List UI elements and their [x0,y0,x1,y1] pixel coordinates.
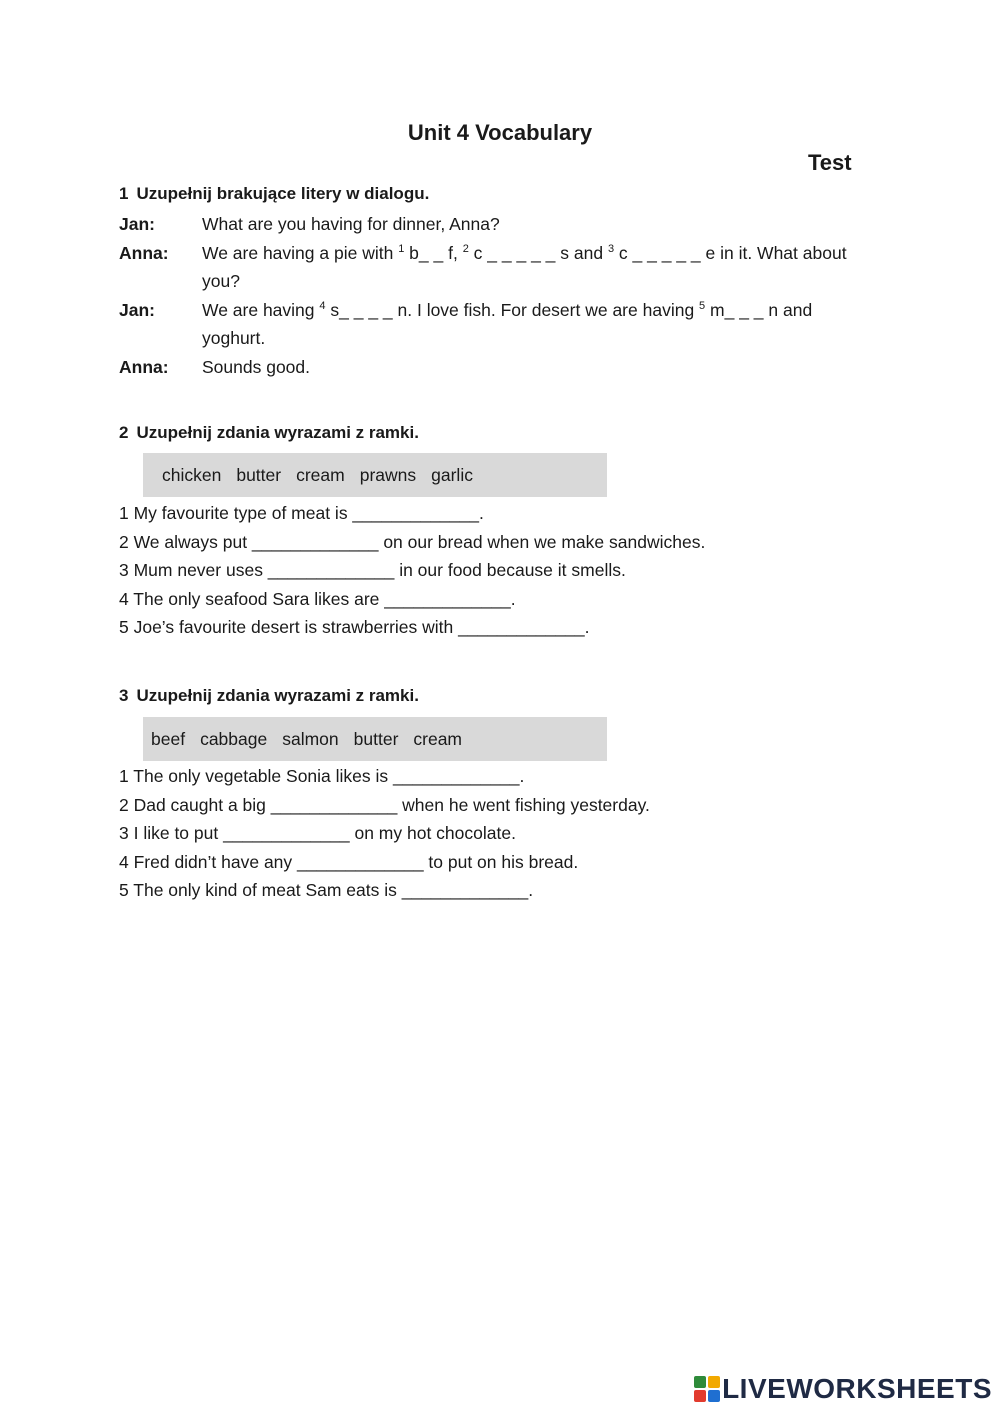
dialogue-line [119,239,879,296]
dialogue-segment: b_ _ f, [404,242,463,263]
exercise-2-heading [119,423,879,443]
logo-tile [708,1376,720,1388]
liveworksheets-logo-icon [694,1376,720,1402]
sentence-item: 2 Dad caught a big _____________ when he went fishing yesterday. [119,794,650,815]
dialogue-line [119,296,879,353]
exercise-3-sentences [119,762,919,905]
word-box-item: beef [151,728,186,749]
word-box-item: butter [353,728,399,749]
dialogue-speaker: Anna: [119,356,169,377]
gap-number: 2 [462,242,469,255]
exercise-3-number: 3 [119,686,129,705]
sentence-item: 5 Joe’s favourite desert is strawberries with _____________. [119,617,590,637]
dialogue-text [202,210,879,239]
sentence-item: 4 The only seafood Sara likes are _____________. [119,588,516,609]
test-label: Test [808,150,852,175]
exercise-3-word-box [143,717,607,761]
dialogue-text [202,353,879,382]
exercise-1-instruction: Uzupełnij brakujące litery w dialogu. [136,184,430,203]
dialogue-segment: c _ _ _ _ _ e in it. What about you? [202,242,847,291]
sentence-item: 5 The only kind of meat Sam eats is _____________. [119,880,534,900]
logo-tile [694,1376,706,1388]
word-box-item: salmon [282,728,339,749]
gap-number: 4 [319,299,326,312]
page-title: Unit 4 Vocabulary [407,120,593,145]
sentence-item: 3 Mum never uses _____________ in our food because it smells. [119,560,626,580]
dialogue-speaker: Jan: [119,299,155,320]
sentence-item: 1 My favourite type of meat is _____________. [119,503,484,523]
dialogue-line [119,210,879,239]
exercise-2-sentences [119,499,919,642]
gap-number: 3 [607,242,615,255]
exercise-2-heading-wrap [119,423,879,443]
liveworksheets-watermark [694,1373,992,1405]
dialogue-text [202,296,879,353]
sentence-item: 4 Fred didn’t have any _____________ to put on his bread. [119,851,579,872]
dialogue-line [119,353,879,382]
dialogue-segment: Sounds good. [202,356,311,377]
exercise-2-word-box [143,453,607,497]
exercise-1-number: 1 [119,184,129,203]
word-box-item: cabbage [200,728,268,749]
dialogue-speaker: Jan: [119,214,155,234]
word-box-item: prawns [359,464,417,485]
exercise-3-heading [119,686,879,706]
gap-number: 1 [398,242,405,255]
exercise-1 [119,184,879,381]
word-box-item: cream [296,464,345,485]
sentence-item: 3 I like to put _____________ on my hot chocolate. [119,823,516,843]
logo-tile [708,1390,720,1402]
dialogue-speaker: Anna: [119,242,169,263]
word-box-item: cream [413,728,463,749]
exercise-2-number: 2 [119,423,129,442]
dialogue-segment: What are you having for dinner, Anna? [202,214,500,234]
word-box-item: garlic [431,464,473,485]
liveworksheets-logo-text: LIVEWORKSHEETS [722,1373,992,1404]
dialogue-segment: m_ _ _ n and yoghurt. [202,299,813,348]
dialogue [119,210,879,381]
logo-tile [694,1390,706,1402]
word-box-item: chicken [162,464,222,485]
dialogue-text [202,239,879,296]
dialogue-segment: We are having a pie with [202,242,399,263]
dialogue-segment: c _ _ _ _ _ s and [468,242,608,263]
gap-number: 5 [699,299,706,312]
dialogue-segment: s_ _ _ _ n. I love fish. For desert we are having [325,299,700,320]
dialogue-segment: We are having [202,299,320,320]
exercise-3-heading-wrap [119,686,879,706]
sentence-item: 2 We always put _____________ on our bread when we make sandwiches. [119,531,706,552]
exercise-3-instruction: Uzupełnij zdania wyrazami z ramki. [136,686,419,705]
sentence-item: 1 The only vegetable Sonia likes is _____________. [119,766,525,786]
exercise-2-instruction: Uzupełnij zdania wyrazami z ramki. [136,423,419,442]
word-box-item: butter [236,464,282,485]
exercise-1-heading [119,184,879,204]
